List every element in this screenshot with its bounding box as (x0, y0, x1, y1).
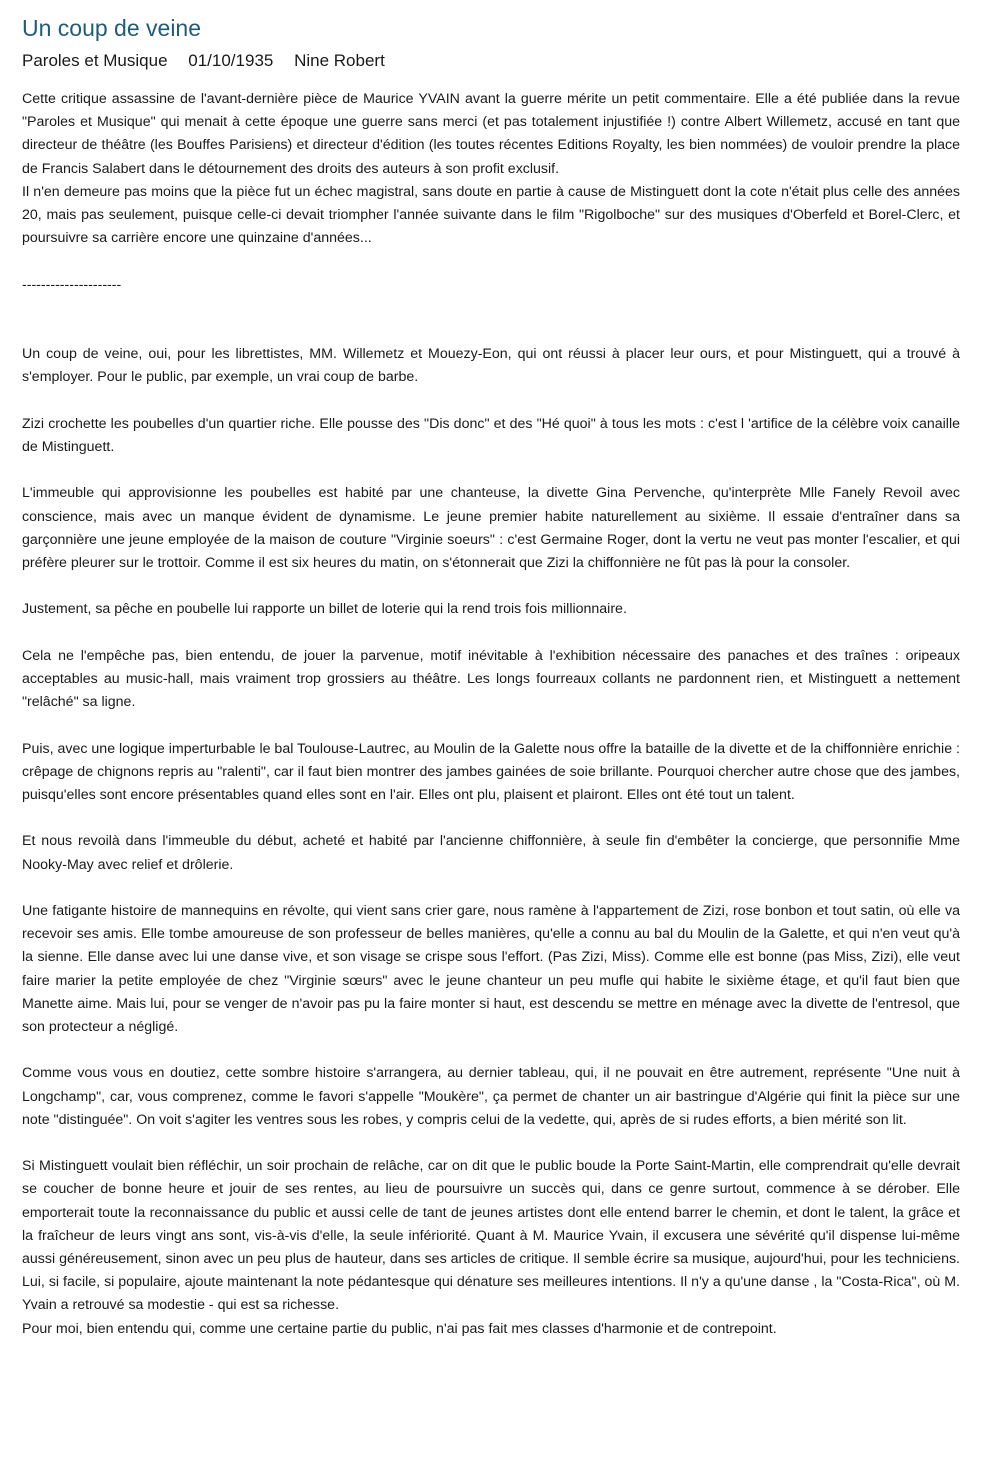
spacer (22, 714, 960, 737)
publication-name: Paroles et Musique (22, 51, 168, 70)
intro-paragraph: Cette critique assassine de l'avant-dernière pièce de Maurice YVAIN avant la guerre mérite un petit commentaire. Elle a été publiée dans la revue "Paroles et Musique" qui menait à cette époque une guerre sans merci (et pas totalement injustifiée !) contre Albert Willemetz, accusé en tant que directeur de théâtre (les Bouffes Parisiens) et directeur d'édition (les toutes récentes Editions Royalty, les bien nommées) de vouloir prendre la place de Francis Salabert dans le détournement des droits des auteurs à son profit exclusif. (22, 91, 960, 177)
body-paragraph: Puis, avec une logique imperturbable le bal Toulouse-Lautrec, au Moulin de la Galette nous offre la bataille de la divette et de la chiffonnière enrichie : crêpage de chignons repris au "ralenti", car il faut bien montrer des jambes gainées de soie brillante. Pourquoi chercher autre chose que des jambes, puisqu'elles sont encore présentables quand elles sont en l'air. Elles ont plu, plaisent et plairont. Elles ont été tout un talent. (22, 740, 960, 803)
closing-block (22, 1155, 960, 1341)
spacer (22, 807, 960, 830)
closing-paragraph: Pour moi, bien entendu qui, comme une certaine partie du public, n'ai pas fait mes classes d'harmonie et de contrepoint. (22, 1320, 777, 1337)
spacer (22, 1039, 960, 1062)
spacer (22, 390, 960, 413)
body-paragraph: Cela ne l'empêche pas, bien entendu, de jouer la parvenue, motif inévitable à l'exhibition nécessaire des panaches et des traînes : oripeaux acceptables au music-hall, mais vraiment trop grossiers au théâtre. Les longs fourreaux collants ne pardonnent rien, et Mistinguett a nettement "relâché" sa ligne. (22, 647, 960, 711)
body-paragraph: Comme vous vous en doutiez, cette sombre histoire s'arrangera, au dernier tableau, qui, il ne pouvait en être autrement, représente "Une nuit à Longchamp", car, vous comprenez, comme le favori s'appelle "Moukère", ça permet de chanter un air bastringue d'Algérie qui finit la pièce sur une note "distinguée". On voit s'agiter les ventres sous les robes, y compris celui de la vedette, qui, après de si rudes efforts, a bien mérité son lit. (22, 1065, 960, 1128)
publication-date: 01/10/1935 (188, 51, 274, 70)
article-meta (22, 49, 960, 73)
spacer (22, 459, 960, 482)
body-paragraph: Zizi crochette les poubelles d'un quartier riche. Elle pousse des "Dis donc" et des "Hé quoi" à tous les mots : c'est l 'artifice de la célèbre voix canaille de Mistinguett. (22, 415, 960, 455)
spacer (22, 320, 960, 343)
spacer (22, 297, 960, 320)
intro-paragraph: Il n'en demeure pas moins que la pièce fut un échec magistral, sans doute en partie à cause de Mistinguett dont la cote n'était plus celle des années 20, mais pas seulement, puisque celle-ci devait triompher l'année suivante dans le film "Rigolboche" sur des musiques d'Oberfeld et Borel-Clerc, et poursuivre sa carrière encore une quinzaine d'années... (22, 183, 960, 247)
body-paragraph: Une fatigante histoire de mannequins en révolte, qui vient sans crier gare, nous ramène à l'appartement de Zizi, rose bonbon et tout satin, où elle va recevoir ses amis. Elle tombe amoureuse de son professeur de belles manières, qu'elle a connu au bal du Moulin de la Galette, et qui n'en veut qu'à la sienne. Elle danse avec lui une danse vive, et son visage se crispe sous l'effort. (Pas Zizi, Miss). Comme elle est bonne (pas Miss, Zizi), elle veut faire marier la petite employée de chez "Virginie sœurs" avec le jeune chanteur un peu mufle qui habite le sixième étage, et qu'il faut bien que Manette aime. Mais lui, pour se venger de n'avoir pas pu la faire monter si haut, est descendu se mettre en ménage avec la divette de l'entresol, que son protecteur a négligé. (22, 902, 960, 1035)
article-title: Un coup de veine (22, 15, 202, 41)
spacer (22, 877, 960, 900)
separator-line: --------------------- (22, 276, 122, 293)
closing-paragraph: Si Mistinguett voulait bien réfléchir, un soir prochain de relâche, car on dit que le public boude la Porte Saint-Martin, elle comprendrait qu'elle devrait se coucher de bonne heure et jouir de ses rentes, au lieu de poursuivre un succès qui, dans ce genre surtout, commence à se dérober. Elle emporterait toute la reconnaissance du public et aussi celle de tant de jeunes artistes dont elle entend barrer le chemin, et dont le talent, la grâce et la fraîcheur de leurs vingt ans sont, vis-à-vis d'elle, la seule infériorité. Quant à M. Maurice Yvain, il excusera une sévérité qu'il dispense lui-même aussi généreusement, sinon avec un peu plus de hauteur, dans ses articles de critique. Il semble écrire sa musique, aujourd'hui, pour les techniciens. Lui, si facile, si populaire, ajoute maintenant la note pédantesque qui dénature ses meilleures intentions. Il n'y a qu'une danse , la "Costa-Rica", où M. Yvain a retrouvé sa modestie - qui est sa richesse. (22, 1158, 960, 1314)
body-paragraph: Un coup de veine, oui, pour les librettistes, MM. Willemetz et Mouezy-Eon, qui ont réussi à placer leur ours, et pour Mistinguett, qui a trouvé à s'employer. Pour le public, par exemple, un vrai coup de barbe. (22, 346, 960, 386)
spacer (22, 575, 960, 598)
body-paragraph: L'immeuble qui approvisionne les poubelles est habité par une chanteuse, la divette Gina Pervenche, qu'interprète Mlle Fanely Revoil avec conscience, mais avec un manque évident de dynamisme. Le jeune premier habite naturellement au sixième. Il essaie d'entraîner dans sa garçonnière une jeune employée de la maison de couture "Virginie soeurs" : c'est Germaine Roger, dont la vertu ne veut pas monter l'escalier, et qui préfère pleurer sur le trottoir. Comme il est six heures du matin, on s'étonnerait que Zizi la chiffonnière ne fût pas là pour la consoler. (22, 485, 960, 571)
body-paragraph: Et nous revoilà dans l'immeuble du début, acheté et habité par l'ancienne chiffonnière, à seule fin d'embêter la concierge, que personnifie Mme Nooky-May avec relief et drôlerie. (22, 833, 960, 873)
spacer (22, 1132, 960, 1155)
intro-block (22, 88, 960, 250)
author-name: Nine Robert (294, 51, 385, 70)
spacer (22, 622, 960, 645)
spacer (22, 250, 960, 273)
body-paragraph: Justement, sa pêche en poubelle lui rapporte un billet de loterie qui la rend trois fois millionnaire. (22, 601, 627, 618)
